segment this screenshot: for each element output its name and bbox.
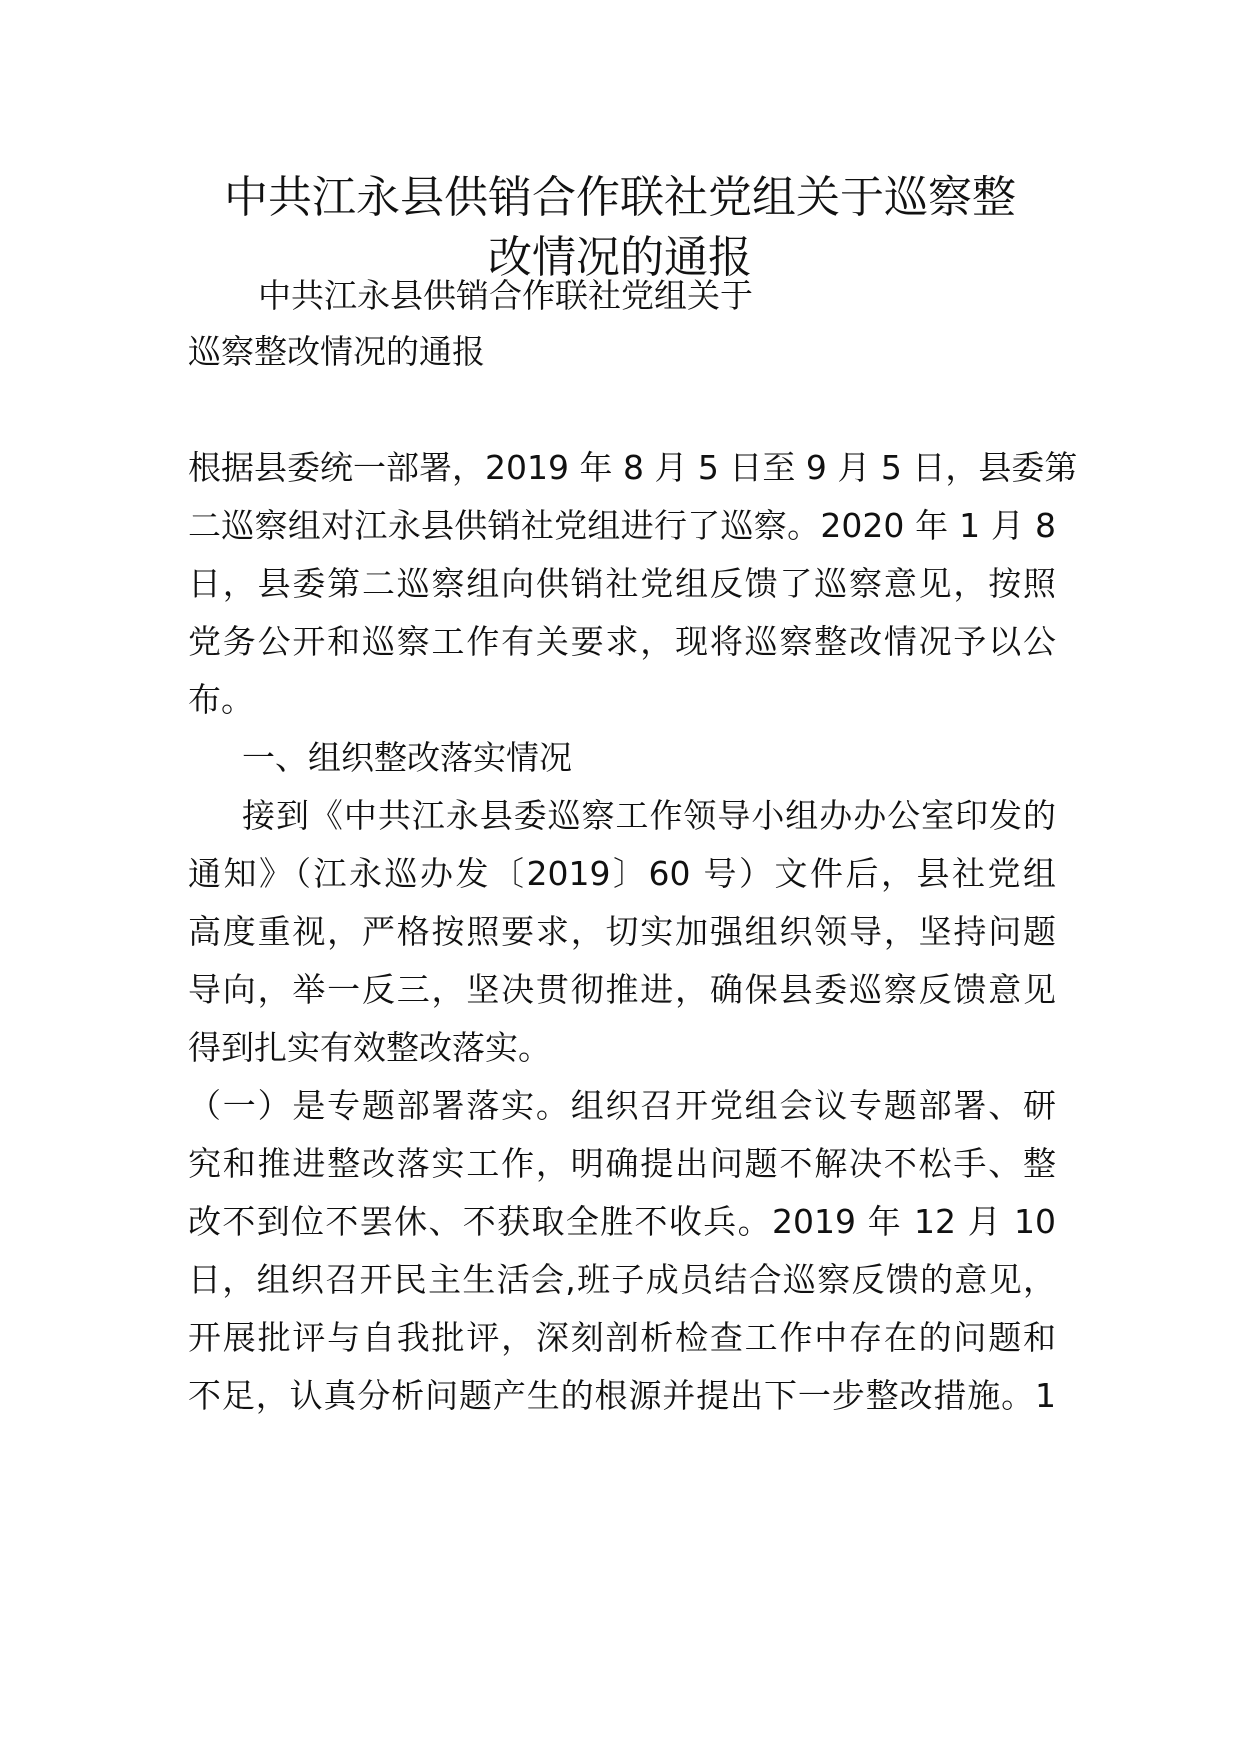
body-line: 不足，认真分析问题产生的根源并提出下一步整改措施。1	[188, 1376, 1056, 1415]
body-line: 高度重视，严格按照要求，切实加强组织领导，坚持问题	[188, 912, 1056, 951]
body-line: 根据县委统一部署，2019 年 8 月 5 日至 9 月 5 日，县委第	[188, 448, 1078, 487]
body-line: 日，县委第二巡察组向供销社党组反馈了巡察意见，按照	[188, 564, 1056, 603]
body-line: 二巡察组对江永县供销社党组进行了巡察。2020 年 1 月 8	[188, 506, 1056, 545]
body-line: 日，组织召开民主生活会,班子成员结合巡察反馈的意见，	[188, 1260, 1056, 1299]
body-line: 接到《中共江永县委巡察工作领导小组办办公室印发的	[242, 796, 1056, 835]
body-line: 布。	[188, 680, 254, 719]
body-line: 党务公开和巡察工作有关要求，现将巡察整改情况予以公	[188, 622, 1056, 661]
subtitle-line-2: 巡察整改情况的通报	[188, 332, 485, 371]
section-heading: 一、组织整改落实情况	[242, 738, 572, 777]
document-title-line-2: 改情况的通报	[488, 232, 752, 283]
subtitle-line-1: 中共江永县供销合作联社党组关于	[258, 276, 753, 315]
document-title	[150, 168, 1090, 288]
body-line: 得到扎实有效整改落实。	[188, 1028, 551, 1067]
body-line: （一）是专题部署落实。组织召开党组会议专题部署、研	[188, 1086, 1056, 1125]
body-line: 导向，举一反三，坚决贯彻推进，确保县委巡察反馈意见	[188, 970, 1056, 1009]
body-line: 开展批评与自我批评，深刻剖析检查工作中存在的问题和	[188, 1318, 1056, 1357]
document-title-line-1: 中共江永县供销合作联社党组关于巡察整	[224, 172, 1016, 223]
body-line: 究和推进整改落实工作，明确提出问题不解决不松手、整	[188, 1144, 1056, 1183]
body-line: 通知》（江永巡办发〔2019〕60 号）文件后，县社党组	[188, 854, 1056, 893]
body-line: 改不到位不罢休、不获取全胜不收兵。2019 年 12 月 10	[188, 1202, 1056, 1241]
